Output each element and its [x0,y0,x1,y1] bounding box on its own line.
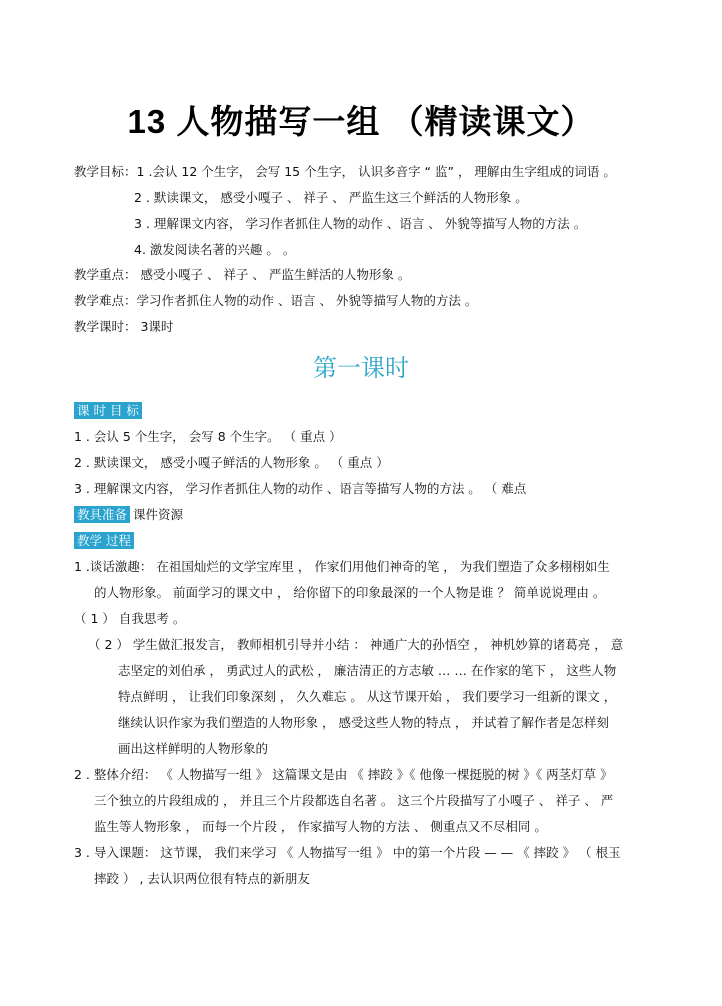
lesson-goal-item: 2 . 默读课文， 感受小嘎子鲜活的人物形象 。 （ 重点 ） [74,455,389,470]
objective-item: 2 . 默读课文， 感受小嘎子 、 祥子 、 严监生这三个鲜活的人物形象 。 [134,190,528,205]
process-line: 志坚定的刘伯承 ， 勇武过人的武松 ， 廉洁清正的方志敏 … … 在作家的笔下 ， 这些人物 [118,663,617,678]
process-line: 特点鲜明 ， 让我们印象深刻 ， 久久难忘 。 从这节课开始 ， 我们要学习一组新的课文 ， [118,689,617,704]
materials-row [74,506,183,524]
lesson-goals-header [74,402,145,420]
objective-item: 1 .会认 12 个生字， 会写 15 个生字， 认识多音字 “ 监” ， 理解由生字组成的词语 。 [136,164,616,179]
process-header [74,532,137,550]
process-line: 监生等人物形象 ， 而每一个片段 ， 作家描写人物的方法 、 侧重点又不尽相同 。 [94,819,547,834]
objectives-row [74,163,616,181]
process-line: 的人物形象。 前面学习的课文中 ， 给你留下的印象最深的一个人物是谁 ？ 简单说说理由 。 [94,585,606,600]
difficulties: 教学难点：学习作者抓住人物的动作 、语言 、 外貌等描写人物的方法 。 [74,293,478,308]
key-points: 教学重点： 感受小嘎子 、 祥子 、 严监生鲜活的人物形象 。 [74,267,411,282]
process-line: （ 1 ） 自我思考 。 [74,611,186,626]
lesson-title: 第一课时 [313,354,409,382]
objective-item: 3 . 理解课文内容， 学习作者抓住人物的动作 、语言 、 外貌等描写人物的方法 。 [134,216,587,231]
process-line: 3 . 导入课题： 这节课， 我们来学习 《 人物描写一组 》 中的第一个片段 — — 《 摔跤 》 （ 根玉 [74,845,621,860]
process-line: 画出这样鲜明的人物形象的 [118,741,269,756]
process-tag: 教学 过程 [74,532,134,549]
page-title: 13 人物描写一组 （精读课文） [127,103,595,140]
lesson-goal-item: 1 . 会认 5 个生字， 会写 8 个生字。 （ 重点 ） [74,429,342,444]
materials-tag: 教具准备 [74,506,130,523]
objectives-label: 教学目标： [74,164,137,179]
lesson-goals-tag: 课 时 目 标 [74,402,142,419]
materials-text: 课件资源 [133,507,184,522]
objective-item: 4. 激发阅读名著的兴趣 。 。 [134,242,296,257]
process-line: 三个独立的片段组成的 ， 并且三个片段都选自名著 。 这三个片段描写了小嘎子 、 祥子 、 严 [94,793,614,808]
process-line: （ 2 ） 学生做汇报发言， 教师相机引导并小结 ： 神通广大的孙悟空 ， 神机妙算的诸葛亮 ， 意 [88,637,624,652]
process-line: 继续认识作家为我们塑造的人物形象 ， 感受这些人物的特点 ， 并试着了解作者是怎样刻 [118,715,609,730]
process-line: 1 .谈话激趣： 在祖国灿烂的文学宝库里 ， 作家们用他们神奇的笔 ， 为我们塑造了众多栩栩如生 [74,559,610,574]
lesson-goal-item: 3 . 理解课文内容， 学习作者抓住人物的动作 、语言等描写人物的方法 。 （ 难点 [74,481,527,496]
teaching-hours: 教学课时： 3课时 [74,319,174,334]
process-line: 摔跤 ） , 去认识两位很有特点的新朋友 [94,871,310,886]
process-line: 2 . 整体介绍： 《 人物描写一组 》 这篇课文是由 《 摔跤 》《 他像一棵挺脱的树 》《 两茎灯草 》 [74,767,613,782]
